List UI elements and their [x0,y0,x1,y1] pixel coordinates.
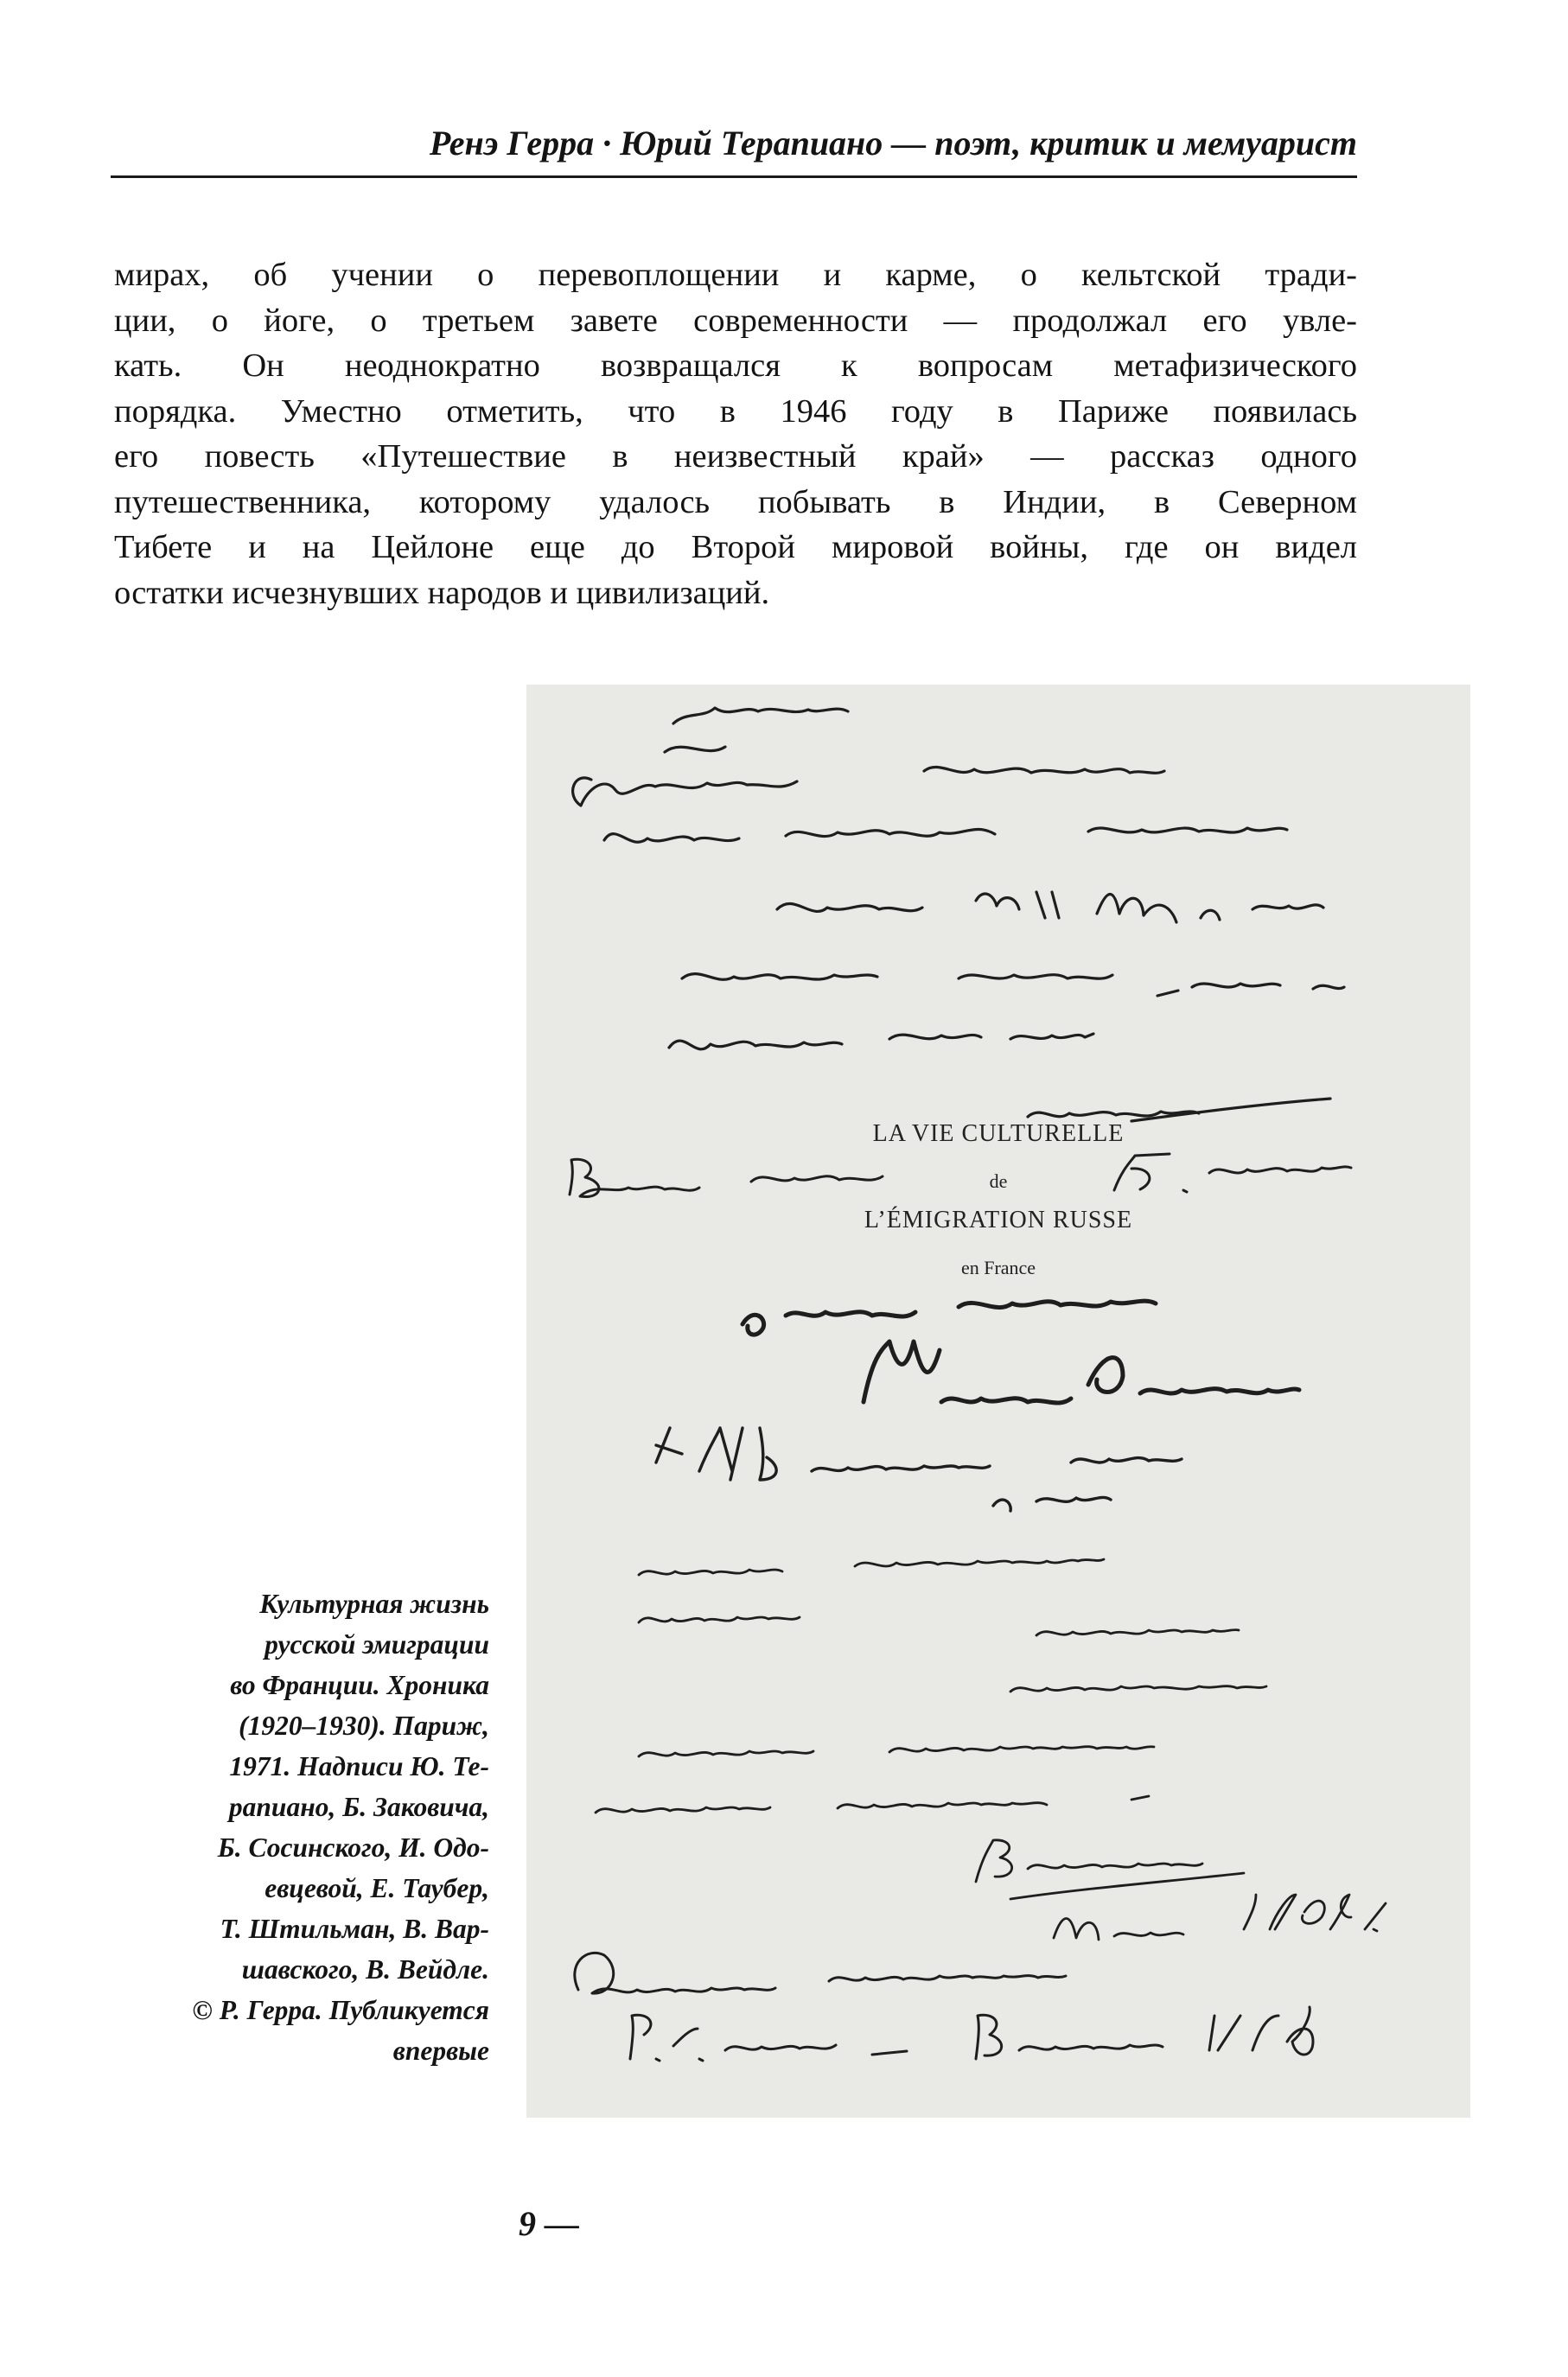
caption-line: Б. Сосинского, И. Одо- [217,1832,489,1863]
body-line: ции, о йоге, о третьем завете современности — продолжал его увле- [114,302,1357,339]
inscription-weidle [575,1953,1313,2061]
printed-title-line: LA VIE CULTURELLE [872,1120,1125,1147]
header-rule [111,175,1357,178]
printed-title-line: en France [960,1257,1036,1278]
printed-title-line: L’ÉMIGRATION RUSSE [864,1207,1133,1233]
caption-line: Т. Штильман, В. Вар- [220,1914,489,1944]
inscription-tauber [656,1428,1182,1511]
inscription-varshavsky [596,1747,1386,1940]
running-head: Ренэ Герра · Юрий Терапиано — поэт, критик и мемуарист [429,124,1357,163]
inscription-shtilman [639,1559,1266,1692]
caption-line: впервые [392,2036,489,2066]
caption-line: шавского, В. Вейдле. [241,1954,489,1985]
body-line: порядка. Уместно отметить, что в 1946 году в Париже появилась [114,392,1357,430]
caption-line: евцевой, Е. Таубер, [265,1873,489,1903]
caption-line: во Франции. Хроника [230,1670,489,1700]
handwritten-inscriptions [526,685,1470,2118]
caption-line: © Р. Герра. Публикуется [192,1995,489,2025]
title-page-facsimile [526,685,1470,2118]
body-line: Тибете и на Цейлоне еще до Второй мировой войны, где он видел [114,529,1357,565]
body-line: мирах, об учении о перевоплощении и карме, о кельтской тради- [114,257,1357,293]
printed-title-line: de [989,1170,1008,1192]
body-line: путешественника, которому удалось побывать в Индии, в Северном [114,483,1357,520]
figure-caption [112,1584,489,2071]
body-paragraph [114,252,1357,615]
caption-line: русской эмиграции [265,1629,489,1660]
caption-line: (1920–1930). Париж, [239,1711,489,1741]
inscription-terapiano [573,708,1344,1121]
caption-line: Культурная жизнь [259,1589,489,1619]
page-number: 9 — [519,2204,579,2243]
body-line: остатки исчезнувших народов и цивилизаций. [114,574,770,611]
caption-line: 1971. Надписи Ю. Те- [229,1751,489,1781]
body-line: его повесть «Путешествие в неизвестный край» — рассказ одного [114,438,1357,475]
inscription-odoevtseva [743,1301,1299,1403]
body-line: кать. Он неоднократно возвращался к вопросам метафизического [114,347,1357,384]
caption-line: рапиано, Б. Заковича, [228,1792,489,1822]
